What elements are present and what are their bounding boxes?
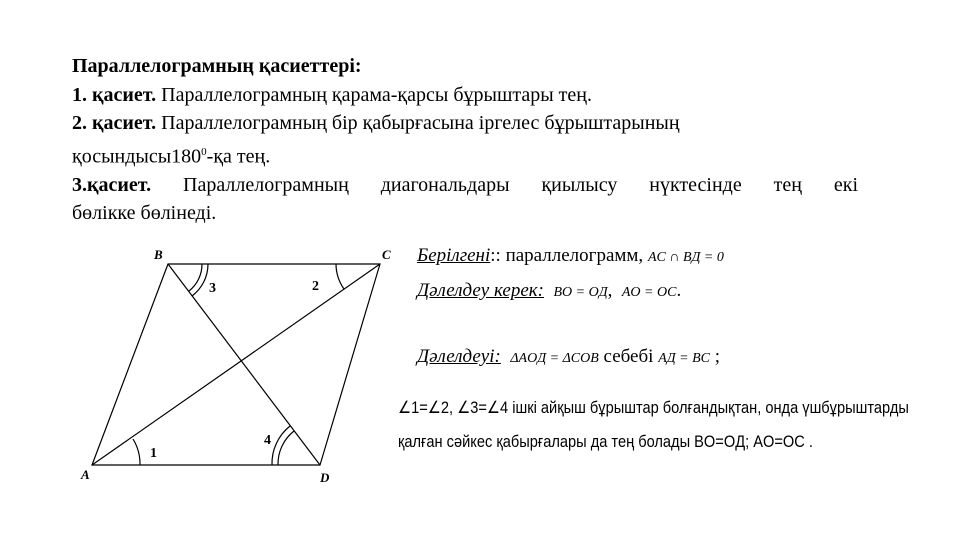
proof-math-1: ΔAOД = ΔCOB [510, 351, 599, 366]
prove-sep: , [607, 280, 613, 301]
property-2-label: 2. қасиет. [72, 112, 157, 134]
diagonal-ac [92, 264, 380, 465]
property-2-cont-a: қосындысы180 [72, 145, 202, 168]
conclusion-line-2: қалған сәйкес қабырғалары да тең болады BO=OД; AO=OC . [398, 432, 813, 451]
proof-label: Дәлелдеуі: [417, 346, 501, 367]
given-text: :: параллелограмм, [490, 245, 648, 266]
degree-sup: 0 [201, 145, 207, 158]
proof-end: ; [710, 346, 721, 367]
diagonal-bd [168, 264, 320, 465]
properties-title: Параллелограмның қасиеттері: [72, 55, 362, 77]
prove-math-2: AO = OC [621, 285, 677, 300]
vertex-label-c: C [382, 247, 391, 262]
angle-4-arc-outer [272, 426, 290, 465]
angle-2-arc [336, 264, 344, 289]
property-1-label: 1. қасиет. [72, 83, 157, 106]
angle-1-arc [133, 439, 140, 465]
prove-math-1: BO = OД [553, 285, 608, 300]
prove-end: . [676, 280, 682, 301]
property-2-cont-b: -қа тең. [206, 145, 271, 168]
angle-label-3: 3 [209, 281, 216, 296]
property-1-text: Параллелограмның қарама-қарсы бұрыштары тең. [156, 83, 592, 106]
angle-label-4: 4 [264, 433, 271, 448]
proof-because: себебі [598, 346, 659, 367]
property-3-label: 3.қасиет. [72, 173, 152, 196]
property-2-text: Параллелограмның бір қабырғасына іргелес бұрыштарының [156, 112, 680, 134]
given-label: Берілгені [417, 245, 491, 266]
vertex-label-d: D [320, 470, 330, 485]
angle-label-2: 2 [312, 279, 319, 294]
vertex-label-a: A [81, 467, 90, 482]
conclusion-line-1: ∠1=∠2, ∠3=∠4 ішкі айқыш бұрыштар болғандықтан, онда үшбұрыштарды [398, 398, 909, 417]
property-3-continuation: бөлікке бөлінеді. [72, 202, 217, 225]
given-line [417, 245, 724, 267]
proof-math-2: AД = BC [658, 351, 710, 366]
prove-label: Дәлелдеу керек: [417, 280, 544, 301]
angle-label-1: 1 [150, 446, 157, 461]
angle-3-arc-inner [189, 264, 202, 291]
vertex-label-b: B [154, 247, 163, 262]
property-3-text-1: Параллелограмның диагональдары қиылысу нүктесінде тең екі [151, 173, 858, 196]
given-math: AC ∩ BД = 0 [647, 250, 724, 265]
proof-line [417, 346, 720, 368]
angle-3-arc-outer [192, 264, 208, 296]
prove-line [417, 280, 681, 302]
